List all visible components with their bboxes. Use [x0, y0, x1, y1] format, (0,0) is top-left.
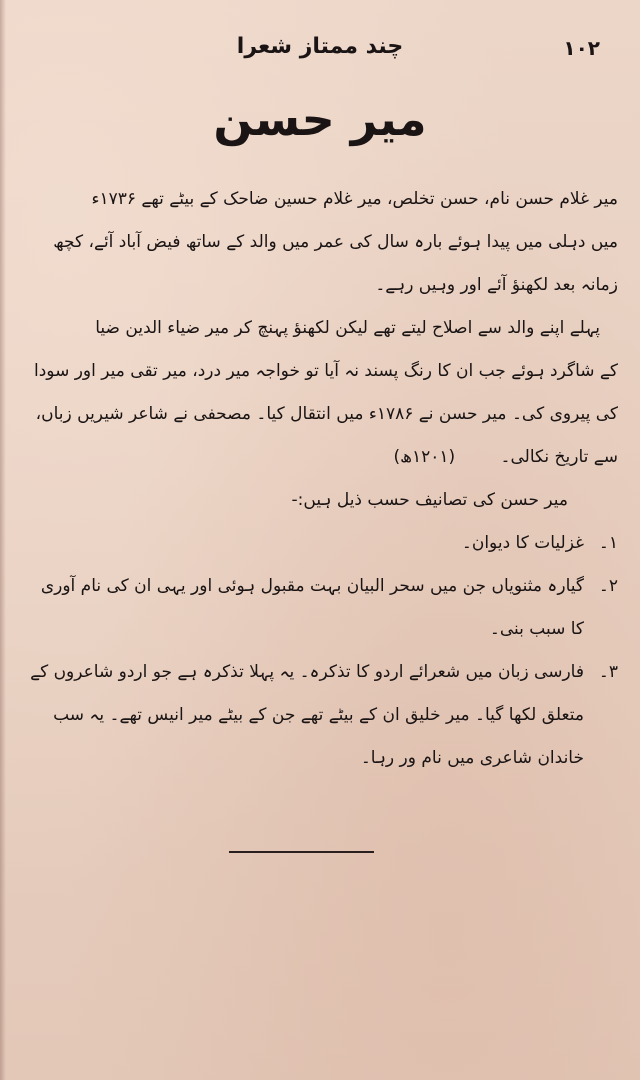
text-line: میر غلام حسن نام، حسن تخلص، میر غلام حسین ضاحک کے بیٹے تھے ۱۷۳۶ء: [91, 189, 618, 209]
chapter-title: میر حسن: [213, 92, 427, 146]
hijri-date: (۱۲۰۱ھ): [393, 447, 456, 467]
paragraph-works-intro: [18, 479, 618, 522]
paragraph-biography: [18, 178, 618, 307]
works-list: [18, 522, 618, 780]
text-line: زمانہ بعد لکھنؤ آئے اور وہیں رہے۔: [375, 275, 618, 295]
text-line: میں دہلی میں پیدا ہوئے بارہ سال کی عمر میں والد کے ساتھ فیض آباد آئے، کچھ: [53, 232, 618, 252]
text-line: میر حسن کی تصانیف حسب ذیل ہیں:-: [291, 490, 568, 510]
text-line: خاندان شاعری میں نام ور رہا۔: [360, 748, 584, 768]
list-item: [18, 651, 618, 780]
text-line: متعلق لکھا گیا۔ میر خلیق ان کے بیٹے تھے جن کے بیٹے میر انیس تھے۔ یہ سب: [53, 705, 584, 725]
list-item: [18, 565, 618, 651]
text-line: کی پیروی کی۔ میر حسن نے ۱۷۸۶ء میں انتقال کیا۔ مصحفی نے شاعر شیریں زباں،: [35, 404, 618, 424]
page-number: ۱۰۲: [563, 36, 600, 60]
text-line: کے شاگرد ہوئے جب ان کا رنگ پسند نہ آیا تو خواجہ میر درد، میر تقی میر اور سودا: [34, 361, 618, 381]
list-number: ۳۔: [598, 662, 618, 682]
section-end-rule: [229, 851, 374, 853]
list-item: [18, 522, 618, 565]
article-body: [18, 178, 618, 780]
running-title: چند ممتاز شعرا: [236, 34, 404, 59]
text-line: کا سبب بنی۔: [489, 619, 584, 639]
text-line: فارسی زبان میں شعرائے اردو کا تذکرہ۔ یہ پہلا تذکرہ ہے جو اردو شاعروں کے: [30, 662, 584, 682]
paragraph-teachers: [18, 307, 618, 479]
text-line: غزلیات کا دیوان۔: [461, 533, 584, 553]
chronogram-line: سے تاریخ نکالی۔: [500, 447, 618, 467]
text-line: [18, 436, 618, 479]
list-number: ۲۔: [598, 576, 618, 596]
text-line: گیارہ مثنویاں جن میں سحر البیان بہت مقبول ہوئی اور یہی ان کی نام آوری: [40, 576, 584, 596]
list-number: ۱۔: [598, 533, 618, 553]
text-line: پہلے اپنے والد سے اصلاح لیتے تھے لیکن لکھنؤ پہنچ کر میر ضیاء الدین ضیا: [95, 318, 600, 338]
